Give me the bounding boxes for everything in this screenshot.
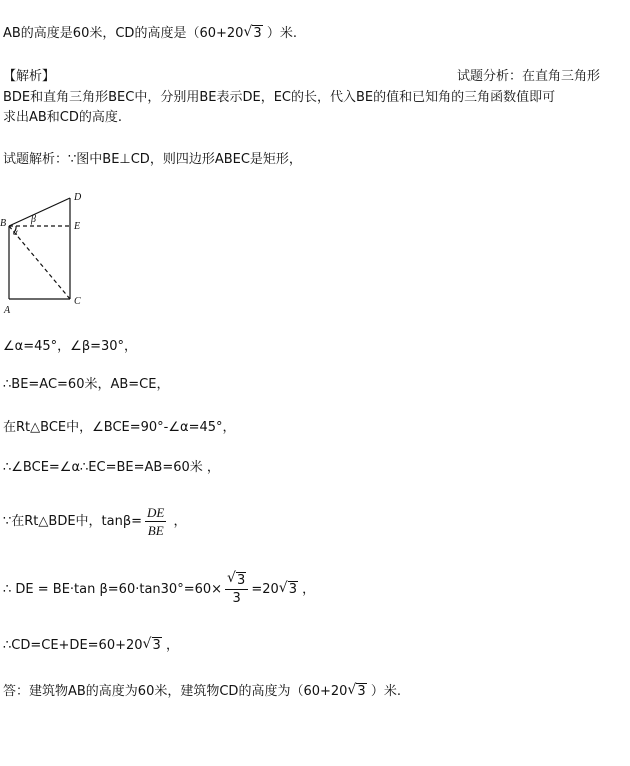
label-e: E [74, 221, 81, 232]
step-3: 在Rt△BCE中，∠BCE=90°-∠α=45°， [3, 420, 236, 435]
step-6-mid: =20 [251, 582, 279, 597]
segment-bc-dashed [9, 226, 70, 299]
step-6 [3, 570, 315, 610]
label-b: B [0, 218, 7, 229]
step-7-text: ∴CD=CE+DE=60+20 [3, 638, 143, 653]
fraction-sqrt3-over-3: √ 3 3 [225, 572, 248, 607]
geometry-figure [0, 188, 120, 318]
label-alpha: α [13, 227, 18, 237]
summary-text: AB的高度是60米，CD的高度是（60+20 [3, 26, 244, 41]
summary-tail: ）米. [262, 26, 297, 41]
step-2: ∴BE=AC=60米，AB=CE， [3, 377, 170, 392]
final-answer-text: 答：建筑物AB的高度为60米，建筑物CD的高度为（60+20 [3, 684, 348, 699]
step-5-tail: ， [169, 514, 187, 529]
label-d: D [74, 192, 82, 203]
solution-intro: 试题解析：∵图中BE⊥CD，则四边形ABEC是矩形， [3, 152, 302, 167]
segment-bd [9, 198, 70, 226]
analysis-line-2: BDE和直角三角形BEC中，分别用BE表示DE，EC的长，代入BE的值和已知角的三角函数值即可 [3, 90, 556, 105]
label-c: C [74, 296, 81, 307]
analysis-line-3: 求出AB和CD的高度. [3, 110, 123, 125]
sqrt-3: √ 3 [243, 24, 262, 41]
step-4: ∴∠BCE=∠α∴EC=BE=AB=60米 ， [3, 460, 220, 475]
label-a: A [4, 305, 11, 316]
step-6-text: ∴ DE = BE·tan β=60·tan30°=60× [3, 582, 223, 597]
sqrt-3: √ 3 [347, 682, 366, 699]
fraction-de-over-be: $\frac{DE}{BE}$ [147, 505, 165, 538]
step-5-text: ∵在Rt△BDE中，tanβ= [3, 514, 143, 529]
sqrt-3: √ 3 [278, 580, 298, 597]
analysis-heading: 试题分析：在直角三角形 [457, 69, 601, 84]
step-6-tail: ， [298, 582, 316, 597]
step-1: ∠α=45°，∠β=30°， [3, 339, 138, 354]
answer-summary-line [3, 24, 297, 44]
final-answer-tail: ）米. [366, 684, 401, 699]
step-7-tail: ， [161, 638, 179, 653]
step-7 [3, 636, 179, 656]
sqrt-3: √ 3 [142, 636, 161, 653]
step-5 [3, 504, 187, 540]
final-answer [3, 682, 401, 702]
analysis-label: 【解析】 [3, 69, 56, 84]
label-beta: β [31, 214, 36, 225]
